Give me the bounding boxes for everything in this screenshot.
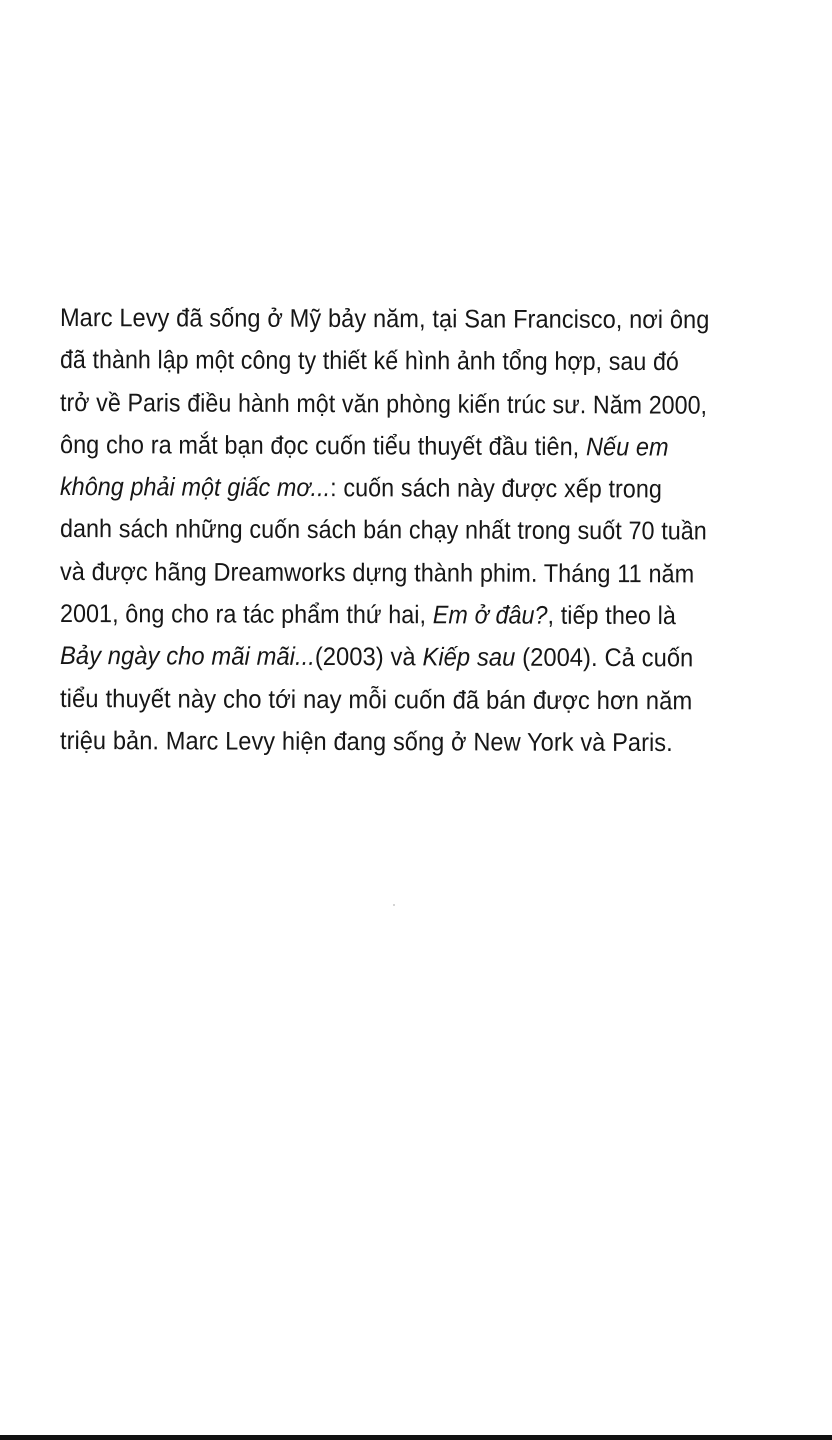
paragraph-line	[60, 424, 704, 469]
text-run: trở về Paris điều hành một văn phòng kiến trúc sư. Năm 2000,	[59, 388, 708, 420]
paragraph-line	[60, 339, 697, 383]
paragraph-line	[59, 508, 707, 553]
author-biography-paragraph	[60, 297, 760, 762]
text-run: danh sách những cuốn sách bán chạy nhất trong suốt 70 tuần	[59, 515, 707, 546]
text-run: đã thành lập một công ty thiết kế hình ảnh tổng hợp, sau đó	[59, 346, 679, 377]
book-title-italic: không phải một giấc mơ...	[59, 473, 331, 503]
text-run: và được hãng Dreamworks dựng thành phim. Tháng 11 năm	[59, 557, 695, 589]
text-run: ông cho ra mắt bạn đọc cuốn tiểu thuyết đầu tiên,	[59, 430, 587, 462]
paper-speck	[393, 904, 395, 906]
text-run: triệu bản. Marc Levy hiện đang sống ở New York và Paris.	[59, 726, 673, 758]
text-run: : cuốn sách này được xếp trong	[330, 474, 662, 504]
paragraph-line	[60, 720, 708, 764]
paragraph-line	[60, 678, 715, 723]
text-run: (2003) và	[314, 643, 423, 672]
paragraph-line	[60, 593, 701, 637]
text-run: (2004). Cả cuốn	[515, 644, 694, 673]
text-run: Marc Levy đã sống ở Mỹ bảy năm, tại San Francisco, nơi ông	[59, 304, 710, 335]
book-title-italic: Kiếp sau	[422, 643, 516, 673]
book-title-italic: Bảy ngày cho mãi mãi...	[59, 642, 315, 672]
text-run: 2001, ông cho ra tác phẩm thứ hai,	[59, 600, 433, 630]
paragraph-line	[60, 466, 701, 511]
book-title-italic: Nếu em	[585, 433, 669, 462]
book-title-italic: Em ở đâu?	[432, 601, 548, 630]
page-bottom-edge	[0, 1435, 832, 1440]
paragraph-line	[59, 382, 708, 427]
text-run: , tiếp theo là	[547, 601, 676, 631]
paragraph-line	[60, 551, 704, 596]
paragraph-line	[60, 635, 711, 680]
paragraph-line	[60, 297, 708, 341]
text-run: tiểu thuyết này cho tới nay mỗi cuốn đã bán được hơn năm	[59, 684, 693, 716]
